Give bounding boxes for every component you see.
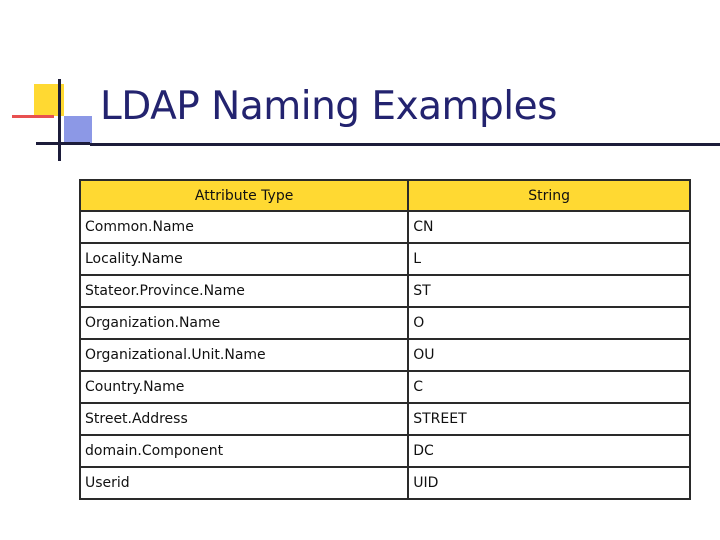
string-cell: STREET	[408, 403, 690, 435]
ldap-naming-table	[79, 179, 691, 500]
table-header-row	[80, 180, 690, 211]
attribute-cell: Common.Name	[80, 211, 408, 243]
logo-red-line	[12, 115, 54, 118]
attribute-cell: Street.Address	[80, 403, 408, 435]
string-cell: C	[408, 371, 690, 403]
table-row	[80, 435, 690, 467]
table-row	[80, 371, 690, 403]
string-cell: L	[408, 243, 690, 275]
table-row	[80, 211, 690, 243]
table-row	[80, 467, 690, 499]
slide-logo-decoration	[0, 0, 100, 170]
logo-dark-line	[36, 142, 90, 145]
table-row	[80, 307, 690, 339]
table-row	[80, 243, 690, 275]
attribute-cell: Country.Name	[80, 371, 408, 403]
attribute-cell: Organization.Name	[80, 307, 408, 339]
string-cell: UID	[408, 467, 690, 499]
logo-blue-square	[64, 116, 92, 144]
attribute-cell: Locality.Name	[80, 243, 408, 275]
logo-vertical-line	[58, 79, 61, 161]
string-cell: ST	[408, 275, 690, 307]
string-cell: O	[408, 307, 690, 339]
attribute-cell: Userid	[80, 467, 408, 499]
attribute-cell: domain.Component	[80, 435, 408, 467]
table-row	[80, 403, 690, 435]
attribute-cell: Organizational.Unit.Name	[80, 339, 408, 371]
slide-title: LDAP Naming Examples	[100, 84, 557, 129]
attribute-cell: Stateor.Province.Name	[80, 275, 408, 307]
column-header-attribute-type: Attribute Type	[80, 180, 408, 211]
table-row	[80, 275, 690, 307]
title-underline	[90, 143, 720, 146]
table-row	[80, 339, 690, 371]
string-cell: DC	[408, 435, 690, 467]
string-cell: OU	[408, 339, 690, 371]
string-cell: CN	[408, 211, 690, 243]
column-header-string: String	[408, 180, 690, 211]
